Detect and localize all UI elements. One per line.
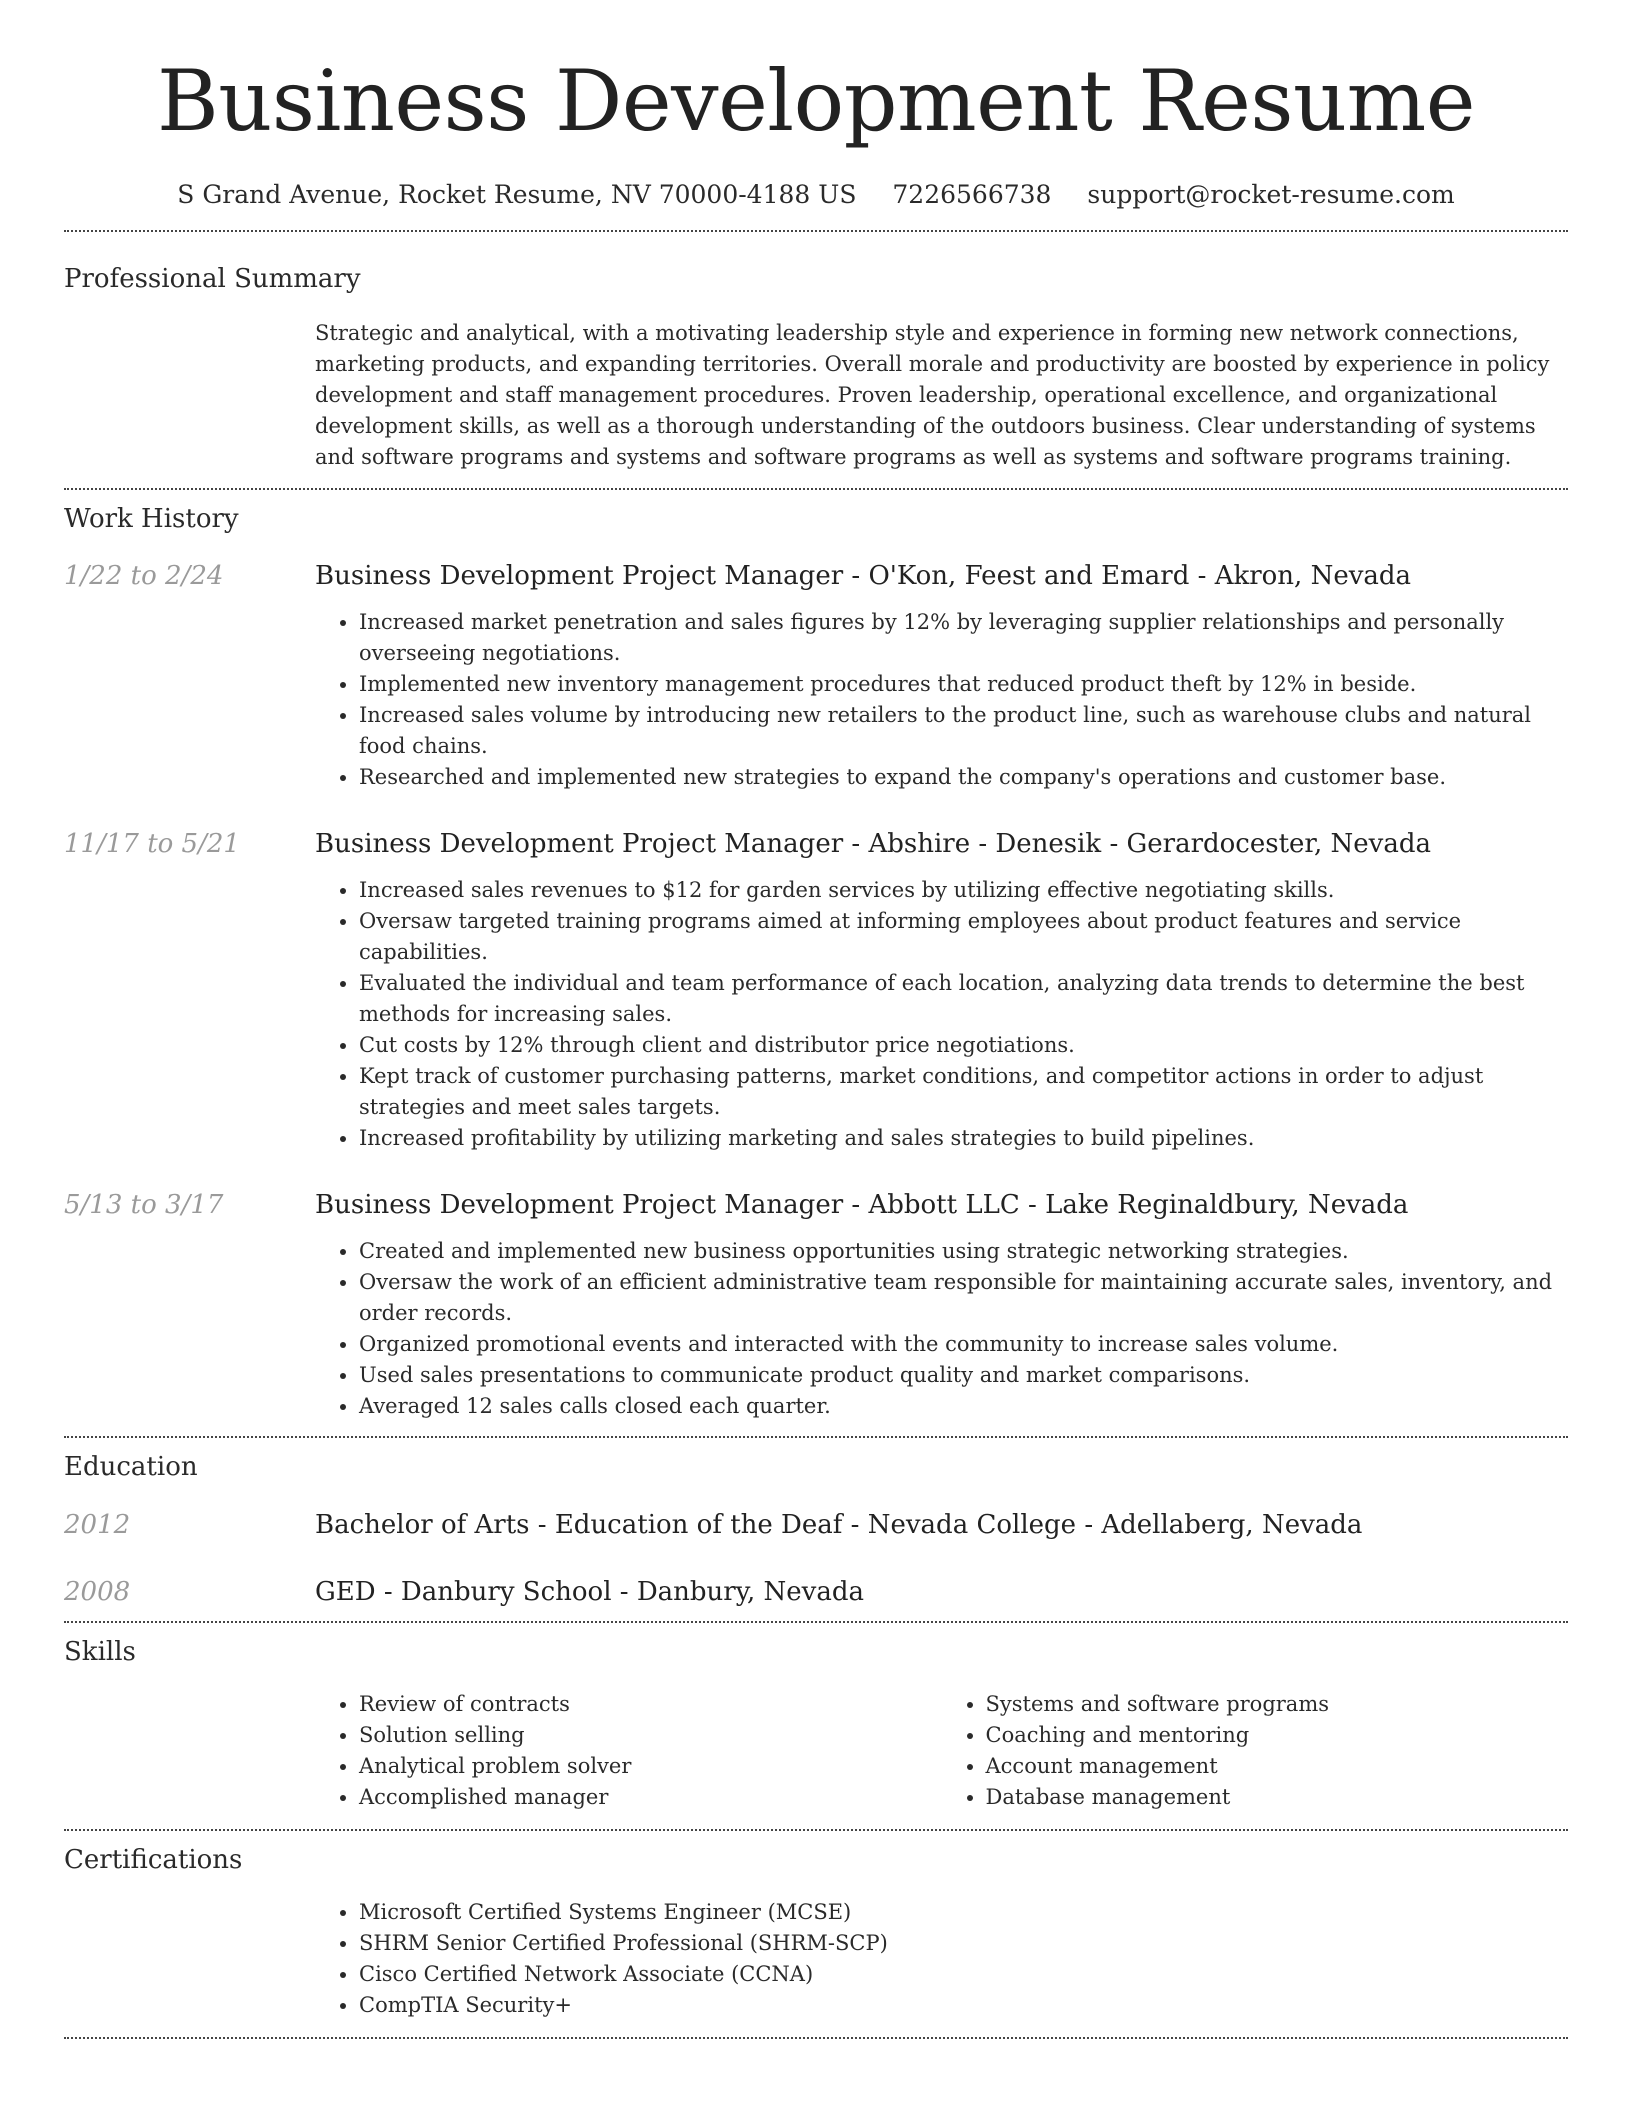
job-bullet: • Averaged 12 sales calls closed each quarter. [359, 1391, 1568, 1422]
job-bullet: • Cut costs by 12% through client and distributor price negotiations. [359, 1030, 1568, 1061]
contact-email: support@rocket-resume.com [1087, 180, 1455, 209]
work-history-section [64, 490, 1568, 1436]
job-bullet: • Oversaw the work of an efficient administrative team responsible for maintaining accurate sales, inventory, and order records. [359, 1267, 1568, 1329]
job-heading: Business Development Project Manager - Abshire - Denesik - Gerardocester, Nevada [315, 829, 1432, 859]
summary-text: Strategic and analytical, with a motivating leadership style and experience in forming new network connections, marketing products, and expanding territories. Overall morale and productivity are boosted by experience in policy development and staff management procedures. Proven leadership, operational excellence, and organizational development skills, as well as a thorough understanding of the outdoors business. Clear understanding of systems and software programs and systems and software programs as well as systems and software programs training. [315, 321, 1550, 469]
job-dates: 5/13 to 3/17 [64, 1190, 224, 1220]
job-bullet: • Increased market penetration and sales figures by 12% by leveraging supplier relationships and personally overseeing negotiations. [359, 607, 1568, 669]
education-entry [64, 1508, 1568, 1542]
job-bullet: • Created and implemented new business opportunities using strategic networking strategies. [359, 1236, 1568, 1267]
education-detail: GED - Danbury School - Danbury, Nevada [315, 1577, 864, 1607]
certification-item: • CompTIA Security+ [359, 1990, 1568, 2021]
skill-item: • Coaching and mentoring [986, 1720, 1569, 1751]
skill-item: • Solution selling [359, 1720, 942, 1751]
skills-heading: Skills [64, 1637, 136, 1667]
job-dates: 11/17 to 5/21 [64, 829, 240, 859]
education-detail: Bachelor of Arts - Education of the Deaf - Nevada College - Adellaberg, Nevada [315, 1510, 1363, 1540]
skill-item: • Database management [986, 1782, 1569, 1813]
section-divider [64, 2037, 1568, 2039]
education-entry [64, 1575, 1568, 1609]
skill-item: • Systems and software programs [986, 1689, 1569, 1720]
job-bullets [315, 607, 1568, 793]
resume-header [64, 0, 1568, 212]
resume-title: Business Development Resume [157, 52, 1475, 150]
job-bullet: • Evaluated the individual and team performance of each location, analyzing data trends to determine the best methods for increasing sales. [359, 968, 1568, 1030]
skill-item: • Analytical problem solver [359, 1751, 942, 1782]
job-heading: Business Development Project Manager - Abbott LLC - Lake Reginaldbury, Nevada [315, 1190, 1409, 1220]
skills-list-left [315, 1689, 942, 1813]
summary-section [64, 232, 1568, 488]
job-bullets [315, 875, 1568, 1154]
education-year: 2012 [64, 1510, 131, 1540]
job-bullet: • Implemented new inventory management procedures that reduced product theft by 12% in beside. [359, 669, 1568, 700]
skill-item: • Account management [986, 1751, 1569, 1782]
work-history-heading: Work History [64, 504, 239, 534]
job-bullet: • Increased profitability by utilizing marketing and sales strategies to build pipelines. [359, 1123, 1568, 1154]
certifications-section [64, 1831, 1568, 2037]
skill-item: • Review of contracts [359, 1689, 942, 1720]
contact-address: S Grand Avenue, Rocket Resume, NV 70000-4188 US [177, 180, 857, 209]
education-heading: Education [64, 1452, 198, 1482]
certifications-list [315, 1897, 1568, 2021]
skills-section [64, 1623, 1568, 1829]
job-dates: 1/22 to 2/24 [64, 561, 224, 591]
job-entry [64, 827, 1568, 1154]
job-bullet: • Kept track of customer purchasing patterns, market conditions, and competitor actions in order to adjust strategies and meet sales targets. [359, 1061, 1568, 1123]
contact-phone: 7226566738 [892, 180, 1052, 209]
job-heading: Business Development Project Manager - O'Kon, Feest and Emard - Akron, Nevada [315, 561, 1412, 591]
education-section [64, 1438, 1568, 1621]
skill-item: • Accomplished manager [359, 1782, 942, 1813]
contact-line [64, 178, 1568, 212]
education-year: 2008 [64, 1577, 131, 1607]
certification-item: • Cisco Certified Network Associate (CCNA) [359, 1959, 1568, 1990]
job-bullet: • Researched and implemented new strategies to expand the company's operations and customer base. [359, 762, 1568, 793]
job-bullet: • Used sales presentations to communicate product quality and market comparisons. [359, 1360, 1568, 1391]
summary-heading: Professional Summary [64, 264, 361, 294]
job-bullet: • Increased sales volume by introducing new retailers to the product line, such as warehouse clubs and natural food chains. [359, 700, 1568, 762]
certifications-heading: Certifications [64, 1845, 243, 1875]
job-entry [64, 559, 1568, 793]
job-bullet: • Increased sales revenues to $12 for garden services by utilizing effective negotiating skills. [359, 875, 1568, 906]
job-entry [64, 1188, 1568, 1422]
job-bullets [315, 1236, 1568, 1422]
job-bullet: • Oversaw targeted training programs aimed at informing employees about product features and service capabilities. [359, 906, 1568, 968]
certification-item: • SHRM Senior Certified Professional (SHRM-SCP) [359, 1928, 1568, 1959]
skills-list-right [942, 1689, 1569, 1813]
job-bullet: • Organized promotional events and interacted with the community to increase sales volume. [359, 1329, 1568, 1360]
certification-item: • Microsoft Certified Systems Engineer (MCSE) [359, 1897, 1568, 1928]
